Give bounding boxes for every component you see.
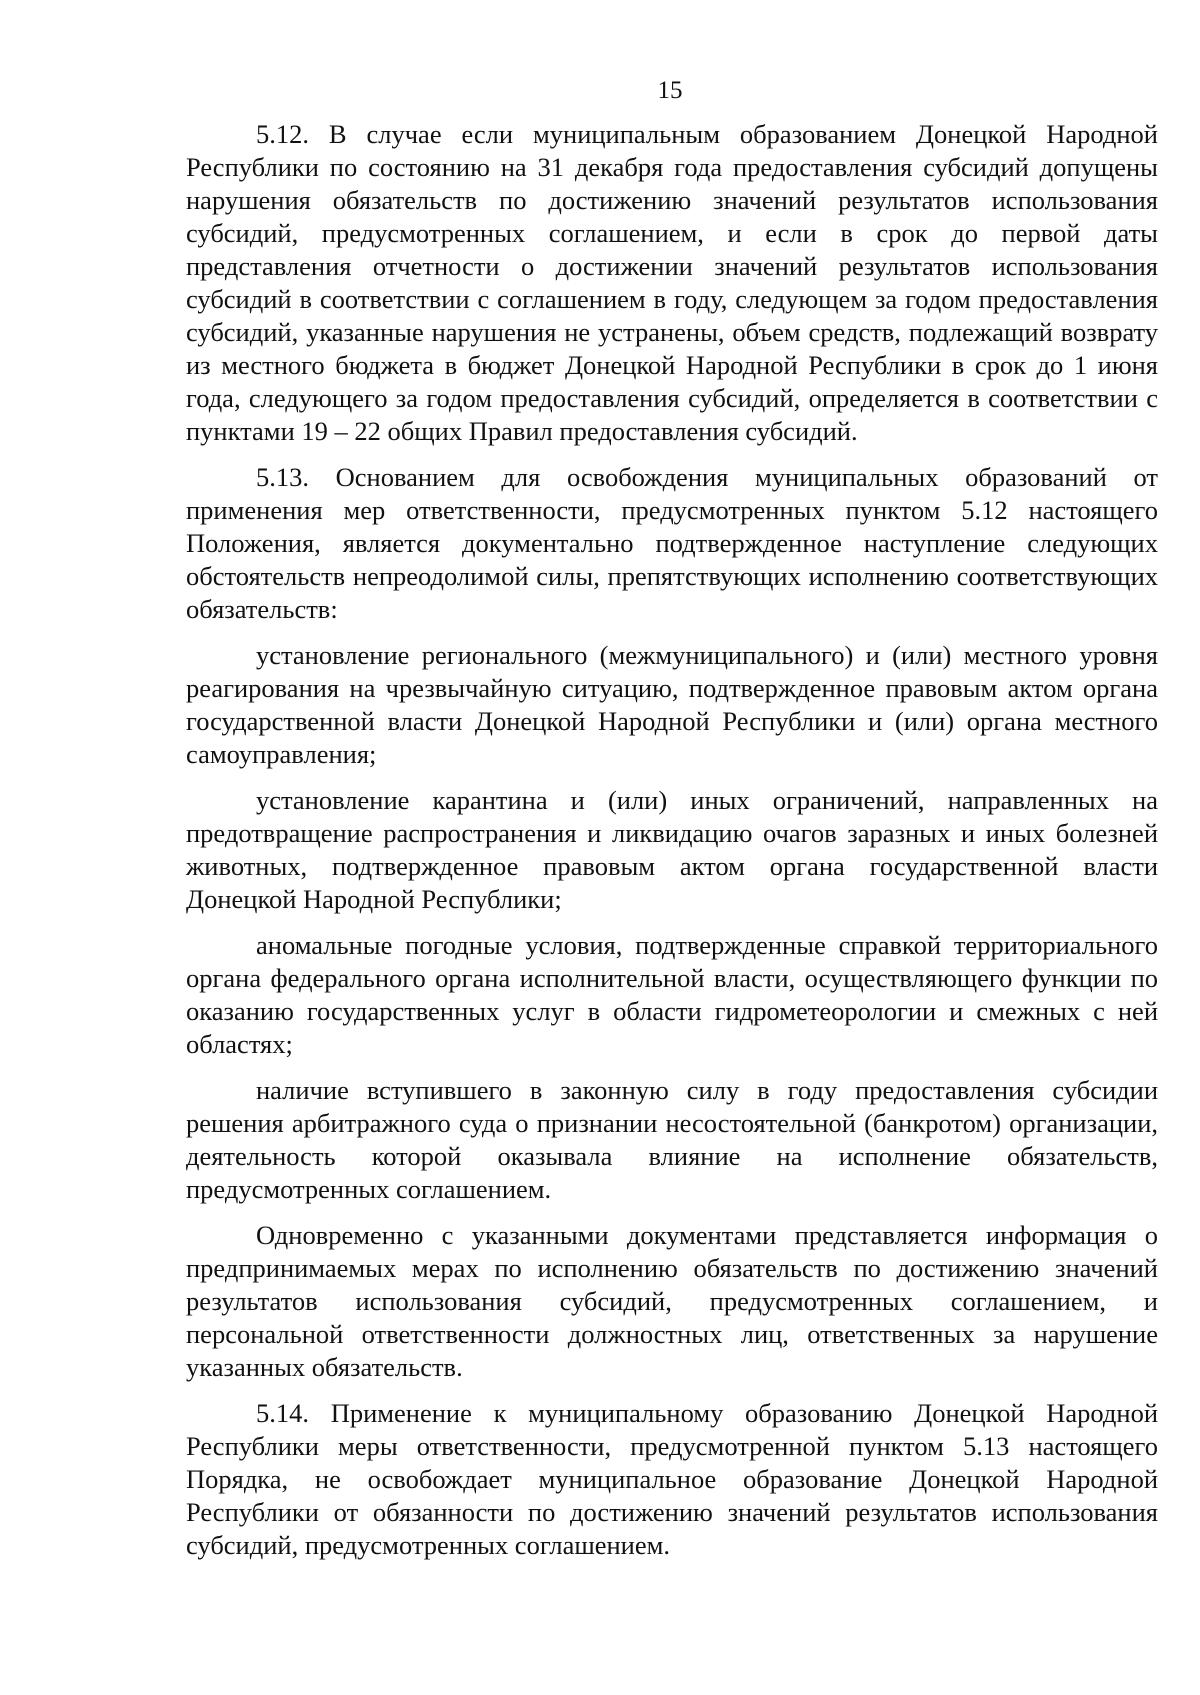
list-item-weather-conditions: аномальные погодные условия, подтвержденные справкой территориального органа федерального органа исполнительной власти, осуществляющего функции по оказанию государственных услуг в области гидрометеорологии и смежных с ней областях;	[186, 930, 1158, 1059]
paragraph-5-12: 5.12. В случае если муниципальным образованием Донецкой Народной Республики по состоянию на 31 декабря года предоставления субсидий допущены нарушения обязательств по достижению значений результатов использования субсидий, предусмотренных соглашением, и если в срок до первой даты представления отчетности о достижении значений результатов использования субсидий в соответствии с соглашением в году, следующем за годом предоставления субсидий, указанные нарушения не устранены, объем средств, подлежащий возврату из местного бюджета в бюджет Донецкой Народной Республики в срок до 1 июня года, следующего за годом предоставления субсидий, определяется в соответствии с пунктами 19 – 22 общих Правил предоставления субсидий.	[186, 119, 1158, 446]
list-item-emergency-situation: установление регионального (межмуниципального) и (или) местного уровня реагирования на чрезвычайную ситуацию, подтвержденное правовым актом органа государственной власти Донецкой Народной Республики и (или) органа местного самоуправления;	[186, 640, 1158, 769]
paragraph-additional-information: Одновременно с указанными документами представляется информация о предпринимаемых мерах по исполнению обязательств по достижению значений результатов использования субсидий, предусмотренных соглашением, и персональной ответственности должностных лиц, ответственных за нарушение указанных обязательств.	[186, 1220, 1158, 1382]
paragraph-5-14: 5.14. Применение к муниципальному образованию Донецкой Народной Республики меры ответственности, предусмотренной пунктом 5.13 настоящего Порядка, не освобождает муниципальное образование Донецкой Народной Республики от обязанности по достижению значений результатов использования субсидий, предусмотренных соглашением.	[186, 1398, 1158, 1560]
list-item-quarantine: установление карантина и (или) иных ограничений, направленных на предотвращение распространения и ликвидацию очагов заразных и иных болезней животных, подтвержденное правовым актом органа государственной власти Донецкой Народной Республики;	[186, 785, 1158, 914]
paragraph-5-13: 5.13. Основанием для освобождения муниципальных образований от применения мер ответственности, предусмотренных пунктом 5.12 настоящего Положения, является документально подтвержденное наступление следующих обстоятельств непреодолимой силы, препятствующих исполнению соответствующих обязательств:	[186, 462, 1158, 624]
document-body	[186, 118, 1158, 1562]
page-number: 15	[657, 77, 683, 104]
list-item-bankruptcy: наличие вступившего в законную силу в году предоставления субсидии решения арбитражного суда о признании несостоятельной (банкротом) организации, деятельность которой оказывала влияние на исполнение обязательств, предусмотренных соглашением.	[186, 1075, 1158, 1204]
